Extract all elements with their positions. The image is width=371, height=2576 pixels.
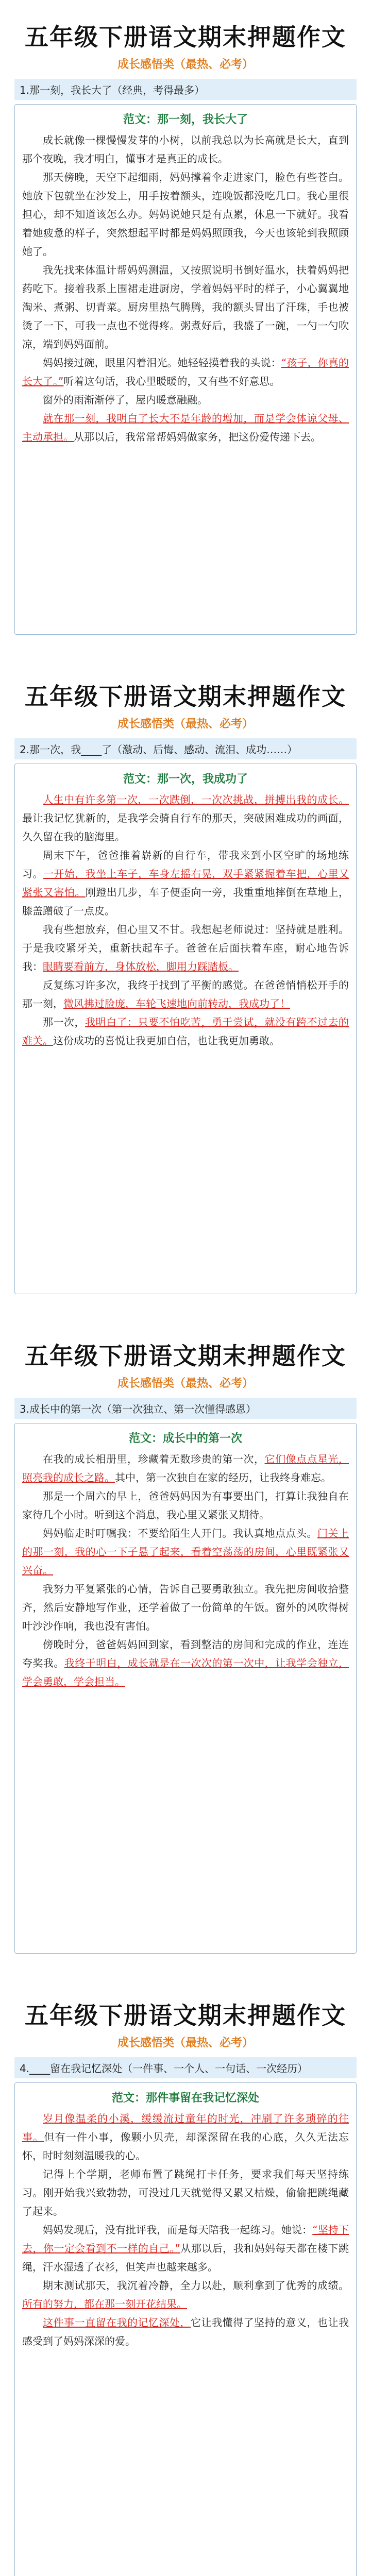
essay-paragraph [22,1487,349,1524]
prompt-bar: 2.那一次，我____了（激动、后悔、感动、流泪、成功……） [14,738,357,759]
section-title: 五年级下册语文期末押题作文 [25,683,346,710]
paragraph-text: 其中，第一次独自在家的经历，让我终身难忘。 [115,1471,331,1484]
highlight-text: 门关上的那一刻，我的心一下子悬了起来，看着空荡荡的房间，心里既紧张又兴奋。 [22,1527,349,1577]
paragraph-text: 在我的成长相册里，珍藏着无数珍贵的第一次， [43,1453,265,1465]
essay-section [0,1319,371,1978]
paragraph-text: 听着这句话，我心里暖暖的，又有些不好意思。 [63,375,280,387]
section-subtitle: 成长感悟类（最热、必考） [117,2037,254,2049]
essay-paragraph [22,790,349,846]
section-subtitle: 成长感悟类（最热、必考） [117,718,254,731]
paragraph-text: 它让我懂得了坚持的意义，也让我感受到了妈妈深深的爱。 [22,2316,349,2347]
paragraph-text: 这份成功的喜悦让我更加自信，也让我更加勇敢。 [53,1035,280,1047]
essay-paragraph [22,846,349,920]
essay-section [0,659,371,1319]
prompt-bar: 3.成长中的第一次（第一次独立、第一次懂得感恩） [14,1398,357,1419]
highlight-text: 眼睛要看前方，身体放松，脚用力踩踏板。 [43,960,239,973]
essay-paragraph [22,1524,349,1580]
essay-paragraph [22,2313,349,2350]
essay-paragraph [22,976,349,1013]
essay-paragraph [22,353,349,391]
highlight-text: 我终于明白，成长就是在一次次的第一次中，让我学会独立，学会勇敢，学会担当。 [22,1657,349,1688]
essay-title: 范文：那一次，我成功了 [123,773,248,786]
essay-paragraph [22,391,349,409]
essay-paragraph [22,920,349,976]
highlight-text: 人生中有许多第一次，一次跌倒，一次次挑战，拼搏出我的成长。 [43,793,349,806]
essay-paragraph [22,2221,349,2276]
essay-title: 范文：成长中的第一次 [128,1432,242,1445]
paragraph-text: 记得上个学期，老师布置了跳绳打卡任务，要求我们每天坚持练习。刚开始我兴致勃勃，可没过几天就觉得又累又枯燥，偷偷把跳绳藏了起来。 [22,2168,349,2217]
highlight-text: 岁月像温柔的小溪，缓缓流过童年的时光，冲刷了许多琐碎的往事。 [22,2112,349,2143]
essay-box [14,764,357,1294]
highlight-text: 这件事一直留在我的记忆深处， [43,2316,191,2329]
paragraph-text: 从那以后，我和妈妈每天都在楼下跳绳，汗水湿透了衣衫，但笑声也越来越多。 [22,2242,349,2273]
paragraph-text: 妈妈临走时叮嘱我：不要给陌生人开门。我认真地点点头。 [43,1527,317,1539]
essay-paragraph [22,1580,349,1635]
paragraph-text: 刚蹬出几步，车子便歪向一旁，我重重地摔倒在草地上，膝盖蹭破了一点皮。 [22,886,349,917]
essay-paragraph [22,1635,349,1691]
highlight-text: “孩子，你真的长大了。” [22,357,349,387]
highlight-text: “坚持下去，你一定会看到不一样的自己。” [22,2224,349,2255]
paragraph-text: 期末测试那天，我沉着冷静，全力以赴，顺利拿到了优秀的成绩。 [43,2279,349,2292]
highlight-text: 我明白了：只要不怕吃苦，勇于尝试，就没有跨不过去的难关。 [22,1016,349,1047]
highlight-text: 就在那一刻，我明白了长大不是年龄的增加，而是学会体谅父母、主动承担。 [22,412,349,443]
essay-paragraph [22,131,349,168]
highlight-text: 所有的努力，都在那一刻开花结果。 [22,2298,187,2310]
essay-section [0,0,371,659]
essay-paragraph [22,2109,349,2165]
essay-box [14,1423,357,1954]
essay-paragraph [22,1013,349,1050]
essay-title: 范文：那件事留在我记忆深处 [111,2092,259,2105]
section-subtitle: 成长感悟类（最热、必考） [117,1377,254,1390]
paragraph-text: 我努力平复紧张的心情，告诉自己要勇敢独立。我先把房间收拾整齐，然后安静地写作业，还学着做了一份简单的午饭。窗外的风吹得树叶沙沙作响，我也没有害怕。 [22,1583,349,1632]
paragraph-text: 妈妈接过碗，眼里闪着泪光。她轻轻摸着我的头说： [43,357,281,369]
section-title: 五年级下册语文期末押题作文 [25,1342,346,1370]
essay-paragraph [22,2276,349,2313]
essay-paragraph [22,409,349,446]
prompt-bar: 4.____留在我记忆深处（一件事、一个人、一句话、一次经历） [14,2057,357,2078]
highlight-text: 它们像点点星光，照亮我的成长之路。 [22,1453,349,1484]
paragraph-text: 窗外的雨渐渐停了，屋内暖意融融。 [43,394,208,406]
paragraph-text: 那天傍晚，天空下起细雨，妈妈撑着伞走进家门，脸色有些苍白。她放下包就坐在沙发上，用手按着额头，连晚饭都没吃几口。我心里很担心，却不知道该怎么办。妈妈说她只是有点累，休息一下就好。我看着她疲惫的样子，突然想起平时都是妈妈照顾我，今天也该轮到我照顾她了。 [22,171,349,258]
highlight-text: 微风拂过脸庞，车轮飞速地向前转动，我成功了！ [63,997,290,1010]
paragraph-text: 周末下午，爸爸推着崭新的自行车，带我来到小区空旷的场地练习。 [22,849,349,880]
highlight-text: 一开始，我坐上车子，车身左摇右晃，双手紧紧握着车把，心里又紧张又害怕。 [22,868,349,899]
essay-title: 范文：那一刻，我长大了 [123,113,248,126]
section-subtitle: 成长感悟类（最热、必考） [117,58,254,71]
paragraph-text: 我有些想放弃，但心里又不甘。我想起老师说过：坚持就是胜利。于是我咬紧牙关，重新扶起车子。爸爸在后面扶着车座，耐心地告诉我： [22,923,349,973]
paragraph-text: 但有一件小事，像颗小贝壳，却深深留在我的心底，久久无法忘怀，时时刻刻温暖我的心。 [22,2131,349,2162]
essay-section [0,1978,371,2576]
essay-paragraph [22,261,349,353]
paragraph-text: 我先找来体温计帮妈妈测温，又按照说明书倒好温水，扶着妈妈把药吃下。接着我系上围裙走进厨房，学着妈妈平时的样子，小心翼翼地淘米、煮粥、切青菜。厨房里热气腾腾，我的额头冒出了汗珠，手也被烫了一下，可我一点也不觉得疼。粥煮好后，我盛了一碗，一勺一勺吹凉，端到妈妈面前。 [22,264,349,350]
paragraph-text: 反复练习许多次，我终于找到了平衡的感觉。在爸爸悄悄松开手的那一刻， [22,979,349,1010]
essay-box [14,104,357,635]
paragraph-text: 最让我记忆犹新的，是我学会骑自行车的那天，突破困难成功的画面，久久留在我的脑海里。 [22,812,349,843]
paragraph-text: 那一次， [43,1016,85,1028]
prompt-bar: 1.那一刻，我长大了（经典，考得最多） [14,79,357,100]
paragraph-text: 成长就像一棵慢慢发芽的小树，以前我总以为长高就是长大，直到那个夜晚，我才明白，懂事才是真正的成长。 [22,134,349,165]
section-title: 五年级下册语文期末押题作文 [25,2002,346,2029]
section-title: 五年级下册语文期末押题作文 [25,23,346,51]
essay-paragraph [22,168,349,261]
paragraph-text: 从那以后，我常常帮妈妈做家务，把这份爱传递下去。 [74,431,321,443]
paragraph-text: 妈妈发现后，没有批评我，而是每天陪我一起练习。她说： [43,2224,313,2236]
paragraph-text: 那是一个周六的早上，爸爸妈妈因为有事要出门，打算让我独自在家待几个小时。听到这个消息，我心里又紧张又期待。 [22,1490,349,1521]
essay-box [14,2082,357,2576]
paragraph-text: 傍晚时分，爸爸妈妈回到家，看到整洁的房间和完成的作业，连连夸奖我。 [22,1638,349,1669]
essay-paragraph [22,1450,349,1487]
essay-paragraph [22,2165,349,2221]
